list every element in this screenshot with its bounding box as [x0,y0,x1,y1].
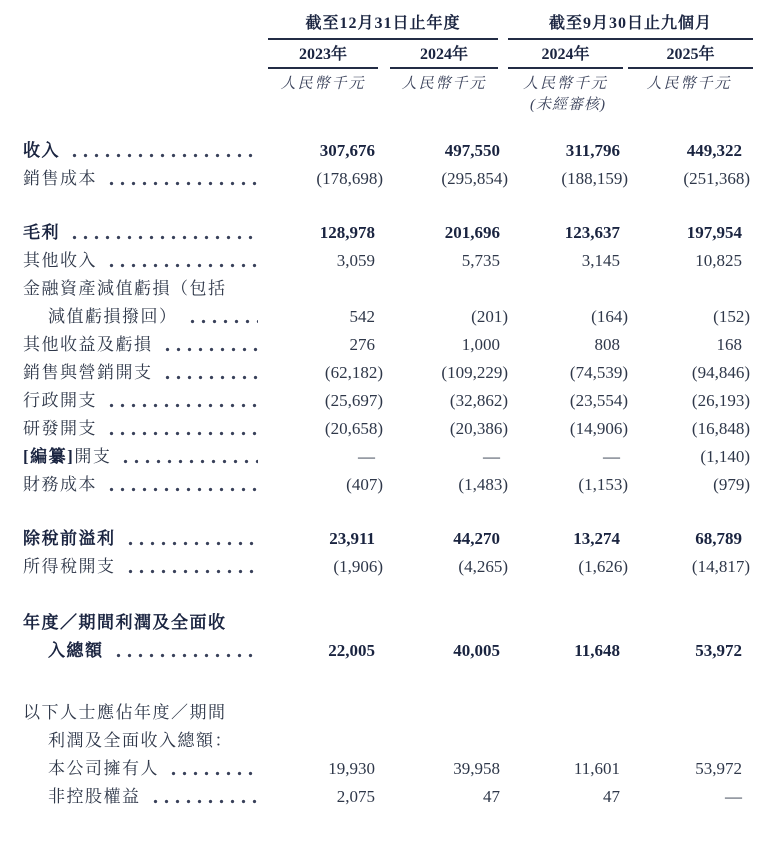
row-label [0,637,268,665]
cell-value: 53,972 [695,641,742,660]
year-column-header-2024: 2024年 [390,45,498,69]
row-label-text: 年度／期間利潤及全面收 [23,613,227,632]
row-label-text: 金融資產減值虧損（包括 [23,279,227,298]
dot-leader [106,415,258,443]
cell-value [383,699,508,727]
cell-value: 201,696 [444,223,500,242]
table-row [0,443,768,471]
cell-value: (4,265) [458,557,508,576]
table-row [0,247,768,275]
cell-value: 22,005 [328,641,375,660]
row-label-text: 本公司擁有人 [48,759,159,778]
dot-leader [168,755,258,783]
cell-value: (1,483) [458,475,508,494]
row-label [0,331,268,359]
cell-value: (178,698) [316,169,383,188]
row-label [0,303,268,331]
cell-value: (16,848) [691,419,750,438]
row-label [0,609,268,637]
dot-leader [125,553,259,581]
cell-value: 168 [716,335,742,354]
cell-value [383,609,508,637]
year-column-header-2024-9m: 2024年 [508,45,623,69]
cell-value [268,727,383,755]
table-row [0,525,768,553]
row-spacer [0,193,768,219]
table-row [0,387,768,415]
dot-leader [162,359,259,387]
cell-value: 2,075 [336,787,375,806]
cell-value: (1,626) [578,557,628,576]
cell-value [628,609,750,637]
row-label-text: 以下人士應佔年度／期間 [23,703,227,722]
row-label [0,727,268,755]
cell-value: (188,159) [561,169,628,188]
row-label-text: 行政開支 [23,391,97,410]
dot-leader [106,247,258,275]
cell-value: (14,817) [691,557,750,576]
dot-leader [150,783,259,811]
cell-value: — [358,447,375,466]
table-row [0,359,768,387]
cell-value: — [603,447,620,466]
cell-value: (25,697) [324,391,383,410]
redacted-tag: [編纂] [23,447,75,466]
row-label [0,755,268,783]
row-label [0,387,268,415]
table-row [0,471,768,499]
table-header-units [0,69,768,93]
row-label [0,553,268,581]
row-label-text: 除稅前溢利 [23,529,116,548]
dot-leader [120,443,258,471]
row-spacer [0,665,768,699]
cell-value: 3,059 [336,251,375,270]
table-row [0,331,768,359]
cell-value: (74,539) [569,363,628,382]
cell-value [628,699,750,727]
cell-value: (32,862) [449,391,508,410]
cell-value: (14,906) [569,419,628,438]
cell-value: 40,005 [453,641,500,660]
header-spacer [0,40,268,69]
row-label-text: 減值虧損撥回） [48,307,178,326]
cell-value: 128,978 [319,223,375,242]
cell-value: (251,368) [683,169,750,188]
row-label-text: 其他收益及虧損 [23,335,153,354]
table-row [0,219,768,247]
table-row [0,699,768,727]
period-group-title-nine-months: 截至9月30日止九個月 [508,14,753,40]
table-row [0,755,768,783]
row-label-text: 非控股權益 [48,787,141,806]
cell-value: (164) [591,307,628,326]
dot-leader [106,471,258,499]
cell-value [268,275,383,303]
row-label-text: 所得稅開支 [23,557,116,576]
cell-value: (94,846) [691,363,750,382]
cell-value: 44,270 [453,529,500,548]
cell-value: 23,911 [329,529,375,548]
cell-value: 53,972 [695,759,742,778]
cell-value: 47 [483,787,500,806]
table-row [0,415,768,443]
cell-value: (1,140) [700,447,750,466]
row-label-text: 研發開支 [23,419,97,438]
cell-value: 808 [594,335,620,354]
cell-value: (20,658) [324,419,383,438]
unit-label: 人民幣千元 [401,76,487,92]
cell-value: 1,000 [461,335,500,354]
cell-value: 11,648 [574,641,620,660]
row-label [0,471,268,499]
row-label [0,219,268,247]
cell-value: (152) [713,307,750,326]
table-body [0,137,768,811]
row-spacer [0,499,768,525]
cell-value: (62,182) [324,363,383,382]
cell-value: 47 [603,787,620,806]
cell-value: 68,789 [695,529,742,548]
table-row [0,727,768,755]
cell-value [508,699,628,727]
row-label [0,165,268,193]
header-spacer [0,14,268,40]
cell-value: 5,735 [461,251,500,270]
cell-value [628,727,750,755]
year-column-header-2025-9m: 2025年 [628,45,753,69]
cell-value: 3,145 [581,251,620,270]
cell-value: 19,930 [328,759,375,778]
row-label [0,359,268,387]
row-label-text: 毛利 [23,223,60,242]
table-row [0,275,768,303]
cell-value: (295,854) [441,169,508,188]
cell-value [628,275,750,303]
cell-value: (201) [471,307,508,326]
dot-leader [106,165,258,193]
table-row [0,553,768,581]
row-label-text: 利潤及全面收入總額： [48,731,233,750]
cell-value [383,275,508,303]
year-column-header-2023: 2023年 [268,45,378,69]
unit-label: 人民幣千元 [646,76,732,92]
cell-value: (1,153) [578,475,628,494]
cell-value: 311,796 [565,141,620,160]
row-label-text: 其他收入 [23,251,97,270]
cell-value: 307,676 [319,141,375,160]
unit-label: 人民幣千元 [522,76,608,92]
cell-value [383,727,508,755]
row-label [0,137,268,165]
row-spacer [0,581,768,609]
cell-value: (20,386) [449,419,508,438]
cell-value: 13,274 [573,529,620,548]
cell-value: — [725,787,742,806]
row-label-text: 財務成本 [23,475,97,494]
row-label [0,525,268,553]
dot-leader [113,637,259,665]
cell-value: 11,601 [573,759,620,778]
table-header-years [0,40,768,69]
dot-leader [187,303,259,331]
cell-value [508,727,628,755]
row-label-text: 入總額 [48,641,104,660]
cell-value: 10,825 [695,251,742,270]
cell-value: 276 [349,335,375,354]
table-header-note [0,93,768,115]
row-label [0,699,268,727]
table-row [0,303,768,331]
period-group-title-annual: 截至12月31日止年度 [268,14,498,40]
dot-leader [69,137,258,165]
cell-value [508,275,628,303]
table-row [0,137,768,165]
cell-value: (23,554) [569,391,628,410]
row-label [0,783,268,811]
row-label [0,443,268,471]
cell-value: (109,229) [441,363,508,382]
row-label-text: 開支 [74,447,112,466]
dot-leader [106,387,258,415]
dot-leader [162,331,259,359]
row-label-text: 銷售與營銷開支 [23,363,153,382]
cell-value [508,609,628,637]
cell-value: (26,193) [691,391,750,410]
row-label [0,247,268,275]
cell-value: 123,637 [564,223,620,242]
table-header-groups [0,14,768,40]
row-label-text: 收入 [23,141,60,160]
cell-value [268,699,383,727]
table-row [0,609,768,637]
table-row [0,637,768,665]
dot-leader [125,525,259,553]
dot-leader [69,219,258,247]
cell-value: 39,958 [453,759,500,778]
cell-value: 449,322 [686,141,742,160]
row-label [0,415,268,443]
cell-value: (979) [713,475,750,494]
cell-value: 542 [349,307,375,326]
cell-value: (407) [346,475,383,494]
table-row [0,165,768,193]
unaudited-note: (未經審核) [530,97,606,113]
header-spacer [0,69,268,93]
row-label [0,275,268,303]
cell-value: (1,906) [333,557,383,576]
cell-value: 197,954 [686,223,742,242]
table-row [0,783,768,811]
cell-value [268,609,383,637]
cell-value: 497,550 [444,141,500,160]
unit-label: 人民幣千元 [280,76,366,92]
row-label-text: 銷售成本 [23,169,97,188]
cell-value: — [483,447,500,466]
